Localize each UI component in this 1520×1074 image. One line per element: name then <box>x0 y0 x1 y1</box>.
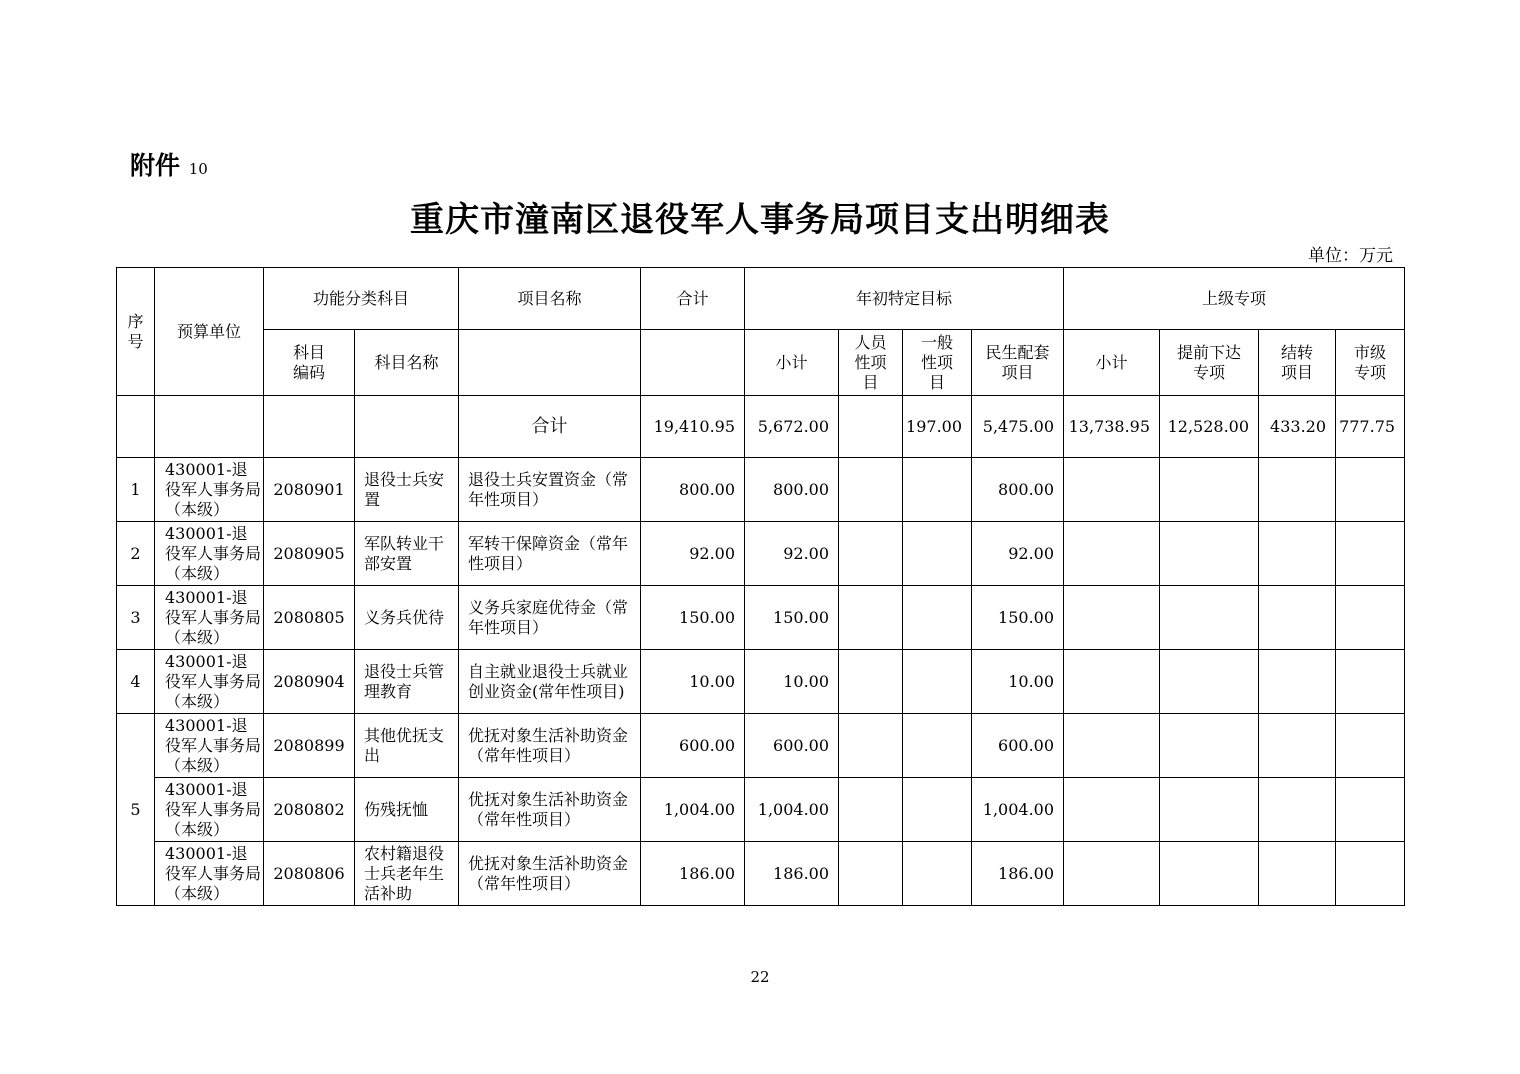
row-unit: 430001-退役军人事务局（本级） <box>155 458 264 522</box>
header-sup-subtotal: 小计 <box>1064 330 1160 396</box>
header-project-name: 项目名称 <box>459 268 641 330</box>
row-city <box>1336 842 1405 906</box>
header-carryover-text: 结转项目 <box>1281 342 1314 382</box>
row-project: 退役士兵安置资金（常年性项目） <box>459 458 641 522</box>
row-total: 600.00 <box>641 714 745 778</box>
row-code: 2080905 <box>264 522 355 586</box>
header-carryover <box>1259 330 1336 396</box>
row-project: 义务兵家庭优待金（常年性项目） <box>459 586 641 650</box>
attachment-number: 10 <box>188 160 208 178</box>
row-project: 军转干保障资金（常年性项目） <box>459 522 641 586</box>
row-seq: 2 <box>117 522 155 586</box>
header-subject-name: 科目名称 <box>355 330 459 396</box>
row-city <box>1336 458 1405 522</box>
row-advance <box>1160 458 1259 522</box>
row-subtotal: 800.00 <box>745 458 839 522</box>
row-city <box>1336 586 1405 650</box>
row-seq: 4 <box>117 650 155 714</box>
row-total: 800.00 <box>641 458 745 522</box>
total-label: 合计 <box>459 396 641 458</box>
row-livelihood: 186.00 <box>972 842 1064 906</box>
row-subject: 义务兵优待 <box>355 586 459 650</box>
row-sup-subtotal <box>1064 650 1160 714</box>
row-unit: 430001-退役军人事务局（本级） <box>155 650 264 714</box>
row-livelihood: 1,004.00 <box>972 778 1064 842</box>
header-personnel-text: 人员性项目 <box>854 332 887 392</box>
header-subject-code-text: 科目编码 <box>292 342 325 382</box>
row-advance <box>1160 522 1259 586</box>
total-advance: 12,528.00 <box>1160 396 1259 458</box>
total-general: 197.00 <box>903 396 972 458</box>
row-subject: 其他优抚支出 <box>355 714 459 778</box>
row-project: 优抚对象生活补助资金（常年性项目） <box>459 778 641 842</box>
row-personnel <box>839 586 903 650</box>
header-advance <box>1160 330 1259 396</box>
table-row <box>117 522 1405 586</box>
row-livelihood: 600.00 <box>972 714 1064 778</box>
row-carryover <box>1259 714 1336 778</box>
row-general <box>903 842 972 906</box>
table-row <box>117 650 1405 714</box>
row-city <box>1336 650 1405 714</box>
header-superior-special: 上级专项 <box>1064 268 1405 330</box>
row-unit: 430001-退役军人事务局（本级） <box>155 522 264 586</box>
total-city: 777.75 <box>1336 396 1405 458</box>
row-livelihood: 92.00 <box>972 522 1064 586</box>
header-livelihood <box>972 330 1064 396</box>
header-general <box>903 330 972 396</box>
row-subject: 退役士兵管理教育 <box>355 650 459 714</box>
row-unit: 430001-退役军人事务局（本级） <box>155 778 264 842</box>
row-seq: 3 <box>117 586 155 650</box>
row-subtotal: 1,004.00 <box>745 778 839 842</box>
row-subject: 农村籍退役士兵老年生活补助 <box>355 842 459 906</box>
row-code: 2080904 <box>264 650 355 714</box>
row-personnel <box>839 778 903 842</box>
header-subtotal: 小计 <box>745 330 839 396</box>
row-general <box>903 650 972 714</box>
header-project-name-blank <box>459 330 641 396</box>
header-advance-text: 提前下达专项 <box>1177 342 1242 382</box>
row-total: 92.00 <box>641 522 745 586</box>
row-total: 10.00 <box>641 650 745 714</box>
row-carryover <box>1259 650 1336 714</box>
row-advance <box>1160 842 1259 906</box>
row-advance <box>1160 586 1259 650</box>
header-annual-target: 年初特定目标 <box>745 268 1064 330</box>
header-city-text: 市级专项 <box>1354 342 1387 382</box>
row-subtotal: 150.00 <box>745 586 839 650</box>
header-seq-text: 序号 <box>127 311 144 351</box>
row-seq: 1 <box>117 458 155 522</box>
row-personnel <box>839 522 903 586</box>
document-title: 重庆市潼南区退役军人事务局项目支出明细表 <box>410 200 1110 240</box>
header-row-2 <box>117 330 1405 396</box>
table-row <box>117 458 1405 522</box>
table-row <box>117 778 1405 842</box>
total-row <box>117 396 1405 458</box>
row-unit: 430001-退役军人事务局（本级） <box>155 586 264 650</box>
table-row <box>117 586 1405 650</box>
row-unit: 430001-退役军人事务局（本级） <box>155 842 264 906</box>
row-personnel <box>839 842 903 906</box>
row-subtotal: 10.00 <box>745 650 839 714</box>
row-livelihood: 800.00 <box>972 458 1064 522</box>
row-sup-subtotal <box>1064 458 1160 522</box>
total-total: 19,410.95 <box>641 396 745 458</box>
row-general <box>903 714 972 778</box>
header-subject-code <box>264 330 355 396</box>
row-code: 2080802 <box>264 778 355 842</box>
total-blank-4 <box>355 396 459 458</box>
row-subject: 伤残抚恤 <box>355 778 459 842</box>
row-carryover <box>1259 522 1336 586</box>
row-subtotal: 600.00 <box>745 714 839 778</box>
total-sup-subtotal: 13,738.95 <box>1064 396 1160 458</box>
row-project: 优抚对象生活补助资金（常年性项目） <box>459 714 641 778</box>
header-row-1 <box>117 268 1405 330</box>
row-general <box>903 586 972 650</box>
header-general-text: 一般性项目 <box>921 332 954 392</box>
row-sup-subtotal <box>1064 778 1160 842</box>
total-subtotal: 5,672.00 <box>745 396 839 458</box>
unit-label: 单位：万元 <box>1308 246 1393 266</box>
row-sup-subtotal <box>1064 586 1160 650</box>
header-total: 合计 <box>641 268 745 330</box>
row-code: 2080806 <box>264 842 355 906</box>
header-seq <box>117 268 155 396</box>
row-project: 自主就业退役士兵就业创业资金(常年性项目) <box>459 650 641 714</box>
header-budget-unit: 预算单位 <box>155 268 264 396</box>
row-project: 优抚对象生活补助资金（常年性项目） <box>459 842 641 906</box>
row-advance <box>1160 714 1259 778</box>
row-total: 186.00 <box>641 842 745 906</box>
row-advance <box>1160 778 1259 842</box>
row-city <box>1336 714 1405 778</box>
attachment-text: 附件 <box>130 151 181 180</box>
row-sup-subtotal <box>1064 522 1160 586</box>
row-carryover <box>1259 458 1336 522</box>
row-general <box>903 458 972 522</box>
row-livelihood: 150.00 <box>972 586 1064 650</box>
row-subject: 军队转业干部安置 <box>355 522 459 586</box>
row-personnel <box>839 650 903 714</box>
page-number: 22 <box>750 968 770 986</box>
row-city <box>1336 778 1405 842</box>
total-blank-2 <box>155 396 264 458</box>
header-personnel <box>839 330 903 396</box>
row-sup-subtotal <box>1064 842 1160 906</box>
row-carryover <box>1259 842 1336 906</box>
row-subtotal: 186.00 <box>745 842 839 906</box>
total-personnel <box>839 396 903 458</box>
expenditure-table <box>116 267 1405 906</box>
total-blank-3 <box>264 396 355 458</box>
row-city <box>1336 522 1405 586</box>
row-total: 150.00 <box>641 586 745 650</box>
row-personnel <box>839 714 903 778</box>
total-livelihood: 5,475.00 <box>972 396 1064 458</box>
row-subject: 退役士兵安置 <box>355 458 459 522</box>
total-blank-1 <box>117 396 155 458</box>
row-sup-subtotal <box>1064 714 1160 778</box>
row-livelihood: 10.00 <box>972 650 1064 714</box>
row-total: 1,004.00 <box>641 778 745 842</box>
header-city <box>1336 330 1405 396</box>
row-code: 2080901 <box>264 458 355 522</box>
header-livelihood-text: 民生配套项目 <box>985 342 1050 382</box>
row-personnel <box>839 458 903 522</box>
row-code: 2080805 <box>264 586 355 650</box>
row-subtotal: 92.00 <box>745 522 839 586</box>
table-row <box>117 714 1405 778</box>
row-general <box>903 778 972 842</box>
header-func-category: 功能分类科目 <box>264 268 459 330</box>
row-advance <box>1160 650 1259 714</box>
attachment-label <box>130 146 208 182</box>
row-general <box>903 522 972 586</box>
total-carryover: 433.20 <box>1259 396 1336 458</box>
row-code: 2080899 <box>264 714 355 778</box>
row-seq: 5 <box>117 714 155 906</box>
row-carryover <box>1259 586 1336 650</box>
row-unit: 430001-退役军人事务局（本级） <box>155 714 264 778</box>
row-carryover <box>1259 778 1336 842</box>
header-total-blank <box>641 330 745 396</box>
table-row <box>117 842 1405 906</box>
